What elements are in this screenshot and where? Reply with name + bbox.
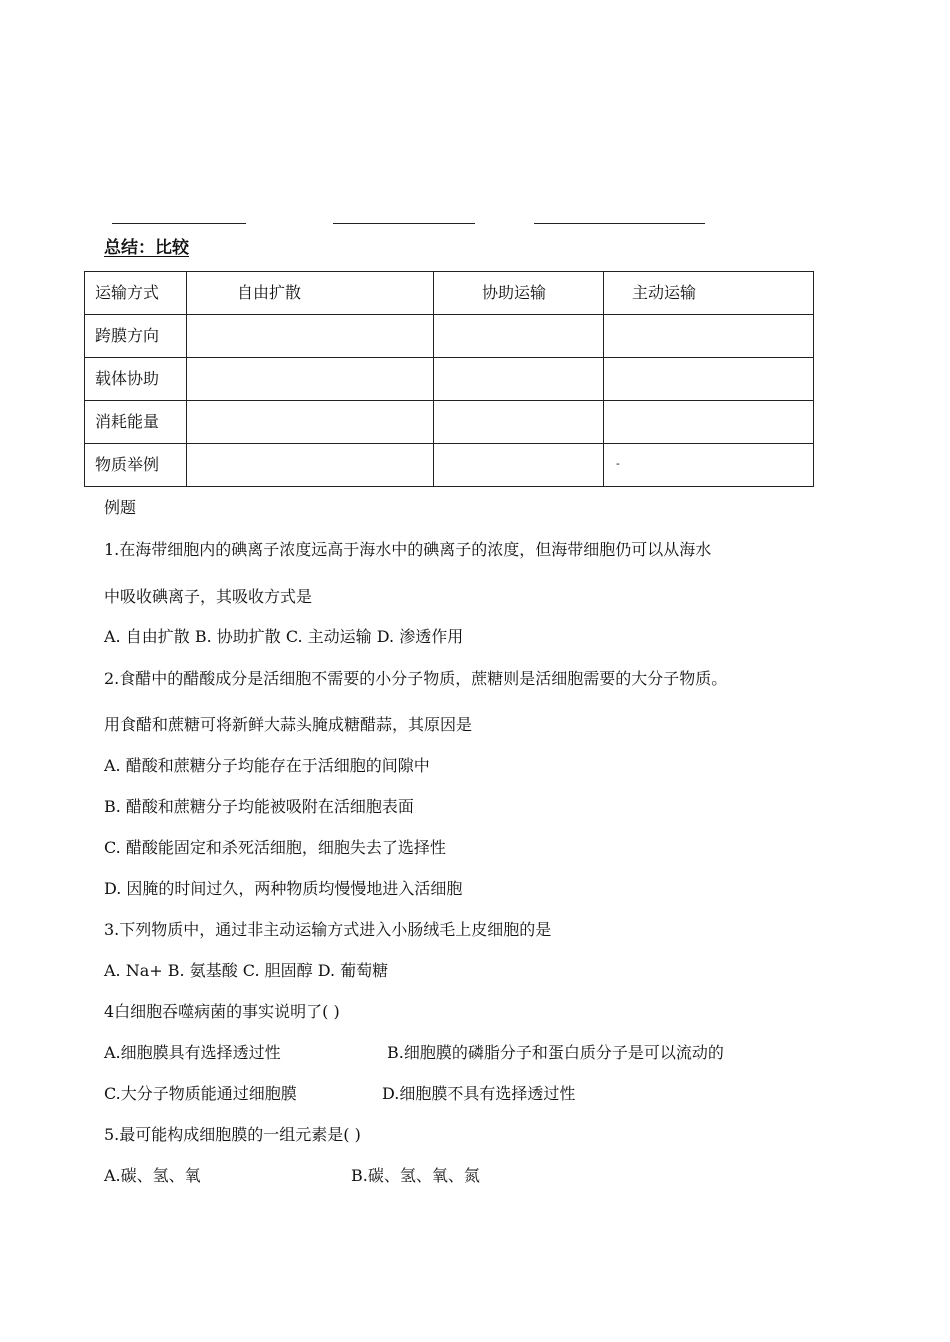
table-cell [604,401,814,444]
table-cell [434,401,604,444]
table-header-cell: 主动运输 [604,272,814,315]
q2-option-b: B. 醋酸和蔗糖分子均能被吸附在活细胞表面 [104,797,414,816]
table-cell [187,444,434,487]
row-label: 物质举例 [85,444,187,487]
table-row [85,444,814,487]
q4-line1: 4白细胞吞噬病菌的事实说明了( ) [104,1002,340,1021]
summary-heading: 总结：比较 [104,238,189,258]
table-cell [187,315,434,358]
dash-mark: - [616,457,620,470]
q2-option-c: C. 醋酸能固定和杀死活细胞，细胞失去了选择性 [104,838,446,857]
table-cell [604,444,814,487]
row-label: 消耗能量 [85,401,187,444]
table-row [85,315,814,358]
q4-option-d: D.细胞膜不具有选择透过性 [382,1084,576,1103]
row-label: 载体协助 [85,358,187,401]
q2-line2: 用食醋和蔗糖可将新鲜大蒜头腌成糖醋蒜，其原因是 [104,715,473,734]
blank-line-2 [333,223,475,224]
table-cell [604,315,814,358]
table-cell [434,358,604,401]
table-header-cell: 运输方式 [85,272,187,315]
q1-line1: 1.在海带细胞内的碘离子浓度远高于海水中的碘离子的浓度，但海带细胞仍可以从海水 [104,540,712,559]
q1-line2: 中吸收碘离子，其吸收方式是 [104,587,313,606]
blank-line-1 [112,223,246,224]
q4-option-a: A.细胞膜具有选择透过性 [104,1043,281,1062]
table-cell [434,315,604,358]
blank-line-3 [534,223,705,224]
table-header-cell: 自由扩散 [187,272,434,315]
q4-option-c: C.大分子物质能通过细胞膜 [104,1084,297,1103]
comparison-table [84,271,814,487]
table-cell [187,401,434,444]
table-cell [604,358,814,401]
q2-option-a: A. 醋酸和蔗糖分子均能存在于活细胞的间隙中 [104,756,430,775]
q5-line1: 5.最可能构成细胞膜的一组元素是( ) [104,1125,361,1144]
table-cell [187,358,434,401]
q4-option-b: B.细胞膜的磷脂分子和蛋白质分子是可以流动的 [387,1043,724,1062]
table-cell [434,444,604,487]
q3-options: A. Na+ B. 氨基酸 C. 胆固醇 D. 葡萄糖 [104,961,389,980]
q5-option-b: B.碳、氢、氧、氮 [351,1166,480,1185]
q5-option-a: A.碳、氢、氧 [104,1166,201,1185]
q2-line1: 2.食醋中的醋酸成分是活细胞不需要的小分子物质，蔗糖则是活细胞需要的大分子物质。 [104,669,728,688]
row-label: 跨膜方向 [85,315,187,358]
examples-label: 例题 [104,498,137,517]
table-row [85,401,814,444]
table-row [85,358,814,401]
q1-options: A. 自由扩散 B. 协助扩散 C. 主动运输 D. 渗透作用 [104,627,464,646]
q2-option-d: D. 因腌的时间过久，两种物质均慢慢地进入活细胞 [104,879,463,898]
table-header-cell: 协助运输 [434,272,604,315]
q3-line1: 3.下列物质中，通过非主动运输方式进入小肠绒毛上皮细胞的是 [104,920,552,939]
table-header-row [85,272,814,315]
